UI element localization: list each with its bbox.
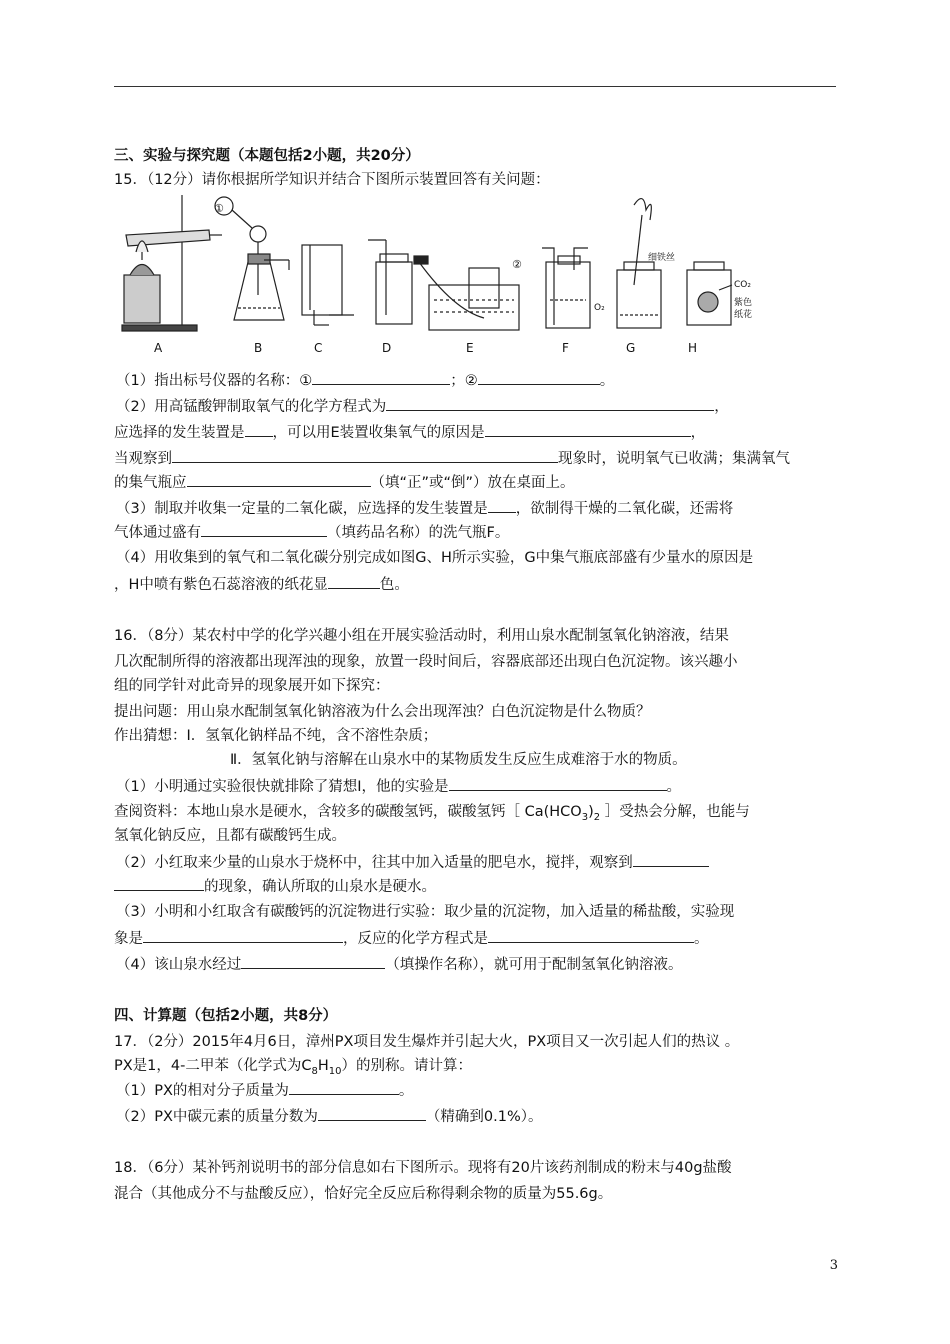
- apparatus-c: [302, 245, 354, 325]
- section4-heading: 四、计算题（包括2小题，共8分）: [114, 1008, 338, 1024]
- fig-label-f: F: [562, 341, 569, 355]
- answer-blank[interactable]: [143, 928, 343, 943]
- answer-blank[interactable]: [172, 448, 558, 463]
- fig-mark-1: ①: [214, 202, 224, 215]
- q17-stem-line2: PX是1，4-二甲苯（化学式为$C_8H_{10}$）的别称。请计算：: [114, 1058, 472, 1077]
- q16-part3-line1: （3）小明和小红取含有碳酸钙的沉淀物进行实验：取少量的沉淀物，加入适量的稀盐酸，实验现: [116, 904, 735, 920]
- fig-mark-2: ②: [512, 258, 522, 271]
- apparatus-g: [617, 199, 661, 328]
- answer-blank[interactable]: [633, 852, 709, 867]
- apparatus-e: [414, 256, 519, 330]
- q15-part4-line2: ，H中喷有紫色石蕊溶液的纸花显 色。: [114, 574, 409, 595]
- answer-blank[interactable]: [318, 1106, 426, 1121]
- answer-blank[interactable]: [114, 876, 204, 891]
- q16-part3-line2: 象是 ，反应的化学方程式是 。: [114, 928, 709, 949]
- q15-part2-line3: 当观察到 现象时，说明氧气已收满；集满氧气: [114, 448, 790, 469]
- apparatus-h: [687, 262, 732, 325]
- section3-heading: 三、实验与探究题（本题包括2小题，共20分）: [114, 148, 420, 164]
- fig-label-b: B: [254, 341, 263, 355]
- answer-blank[interactable]: [386, 396, 714, 411]
- apparatus-b: [215, 197, 289, 320]
- q18-stem-line1: 18．（6分）某补钙剂说明书的部分信息如右下图所示。现将有20片该药剂制成的粉末与40g盐酸: [114, 1160, 732, 1176]
- header-rule: [114, 86, 836, 87]
- q15-part2-line4: 的集气瓶应 （填“正”或“倒”）放在桌面上。: [114, 472, 575, 493]
- answer-blank[interactable]: [201, 522, 327, 537]
- q15-part1: （1）指出标号仪器的名称：① ；② 。: [116, 370, 614, 391]
- q16-part4: （4）该山泉水经过 （填操作名称），就可用于配制氢氧化钠溶液。: [116, 954, 682, 975]
- fig-label-paper1: 紫色: [734, 298, 753, 308]
- q18-stem-line2: 混合（其他成分不与盐酸反应），恰好完全反应后称得剩余物的质量为55.6g。: [114, 1186, 613, 1202]
- q17-part1: （1）PX的相对分子质量为 。: [116, 1080, 413, 1101]
- q15-part2-line2: 应选择的发生装置是 ，可以用E装置收集氧气的原因是 ，: [114, 422, 705, 443]
- answer-blank[interactable]: [187, 472, 371, 487]
- apparatus-figure: [114, 190, 764, 360]
- q16-hypothesis-1: 作出猜想：Ⅰ．氢氧化钠样品不纯，含不溶性杂质；: [114, 728, 438, 744]
- q15-part3-line1: （3）制取并收集一定量的二氧化碳，应选择的发生装置是 ，欲制得干燥的二氧化碳，还需将: [116, 498, 733, 519]
- q15-stem: 15．（12分）请你根据所学知识并结合下图所示装置回答有关问题：: [114, 172, 550, 188]
- q16-hypothesis-2: Ⅱ．氢氧化钠与溶解在山泉水中的某物质发生反应生成难溶于水的物质。: [230, 752, 687, 768]
- answer-blank[interactable]: [328, 574, 380, 589]
- q16-stem-line1: 16．（8分）某农村中学的化学兴趣小组在开展实验活动时，利用山泉水配制氢氧化钠溶液，结果: [114, 628, 729, 644]
- fig-label-o2: O₂: [594, 303, 605, 313]
- apparatus-d: [368, 240, 412, 324]
- q15-part3-line2: 气体通过盛有 （填药品名称）的洗气瓶F。: [114, 522, 509, 543]
- answer-blank[interactable]: [241, 954, 385, 969]
- fig-label-h: H: [688, 341, 698, 355]
- q16-info-line2: 氢氧化钠反应，且都有碳酸钙生成。: [114, 828, 346, 844]
- apparatus-a: [122, 195, 222, 331]
- fig-label-paper2: 纸花: [734, 310, 753, 320]
- answer-blank[interactable]: [488, 928, 694, 943]
- q16-part1: （1）小明通过实验很快就排除了猜想Ⅰ，他的实验是 。: [116, 776, 681, 797]
- fig-label-co2: CO₂: [734, 280, 751, 290]
- fig-label-d: D: [382, 341, 392, 355]
- q16-question: 提出问题：用山泉水配制氢氧化钠溶液为什么会出现浑浊？白色沉淀物是什么物质？: [114, 704, 651, 720]
- q16-part2-line2: 的现象，确认所取的山泉水是硬水。: [114, 876, 436, 897]
- q16-stem-line3: 组的同学针对此奇异的现象展开如下探究：: [114, 678, 390, 694]
- answer-blank[interactable]: [245, 422, 273, 437]
- answer-blank[interactable]: [312, 370, 450, 385]
- q15-part2-line1: （2）用高锰酸钾制取氧气的化学方程式为 ，: [116, 396, 729, 417]
- fig-label-a: A: [154, 341, 163, 355]
- q17-part2: （2）PX中碳元素的质量分数为 （精确到0.1%）。: [116, 1106, 543, 1127]
- answer-blank[interactable]: [289, 1080, 399, 1095]
- q16-part2-line1: （2）小红取来少量的山泉水于烧杯中，往其中加入适量的肥皂水，搅拌，观察到: [116, 852, 709, 873]
- page-number: 3: [829, 1258, 838, 1273]
- answer-blank[interactable]: [488, 498, 516, 513]
- fig-label-g: G: [626, 341, 636, 355]
- q15-part4-line1: （4）用收集到的氧气和二氧化碳分别完成如图G、H所示实验，G中集气瓶底部盛有少量水的原因是: [116, 550, 754, 566]
- apparatus-f: [542, 248, 590, 328]
- q16-stem-line2: 几次配制所得的溶液都出现浑浊的现象，放置一段时间后，容器底部还出现白色沉淀物。该兴趣小: [114, 654, 738, 670]
- q17-stem-line1: 17．（2分）2015年4月6日，漳州PX项目发生爆炸并引起大火，PX项目又一次引起人们的热议 。: [114, 1034, 740, 1050]
- answer-blank[interactable]: [449, 776, 667, 791]
- answer-blank[interactable]: [485, 422, 691, 437]
- fig-label-c: C: [314, 341, 323, 355]
- answer-blank[interactable]: [478, 370, 600, 385]
- fig-label-e: E: [466, 341, 474, 355]
- fig-label-wire: 细铁丝: [648, 253, 676, 263]
- q16-info-line1: 查阅资料：本地山泉水是硬水，含较多的碳酸氢钙，碳酸氢钙［ $Ca(HCO_3)_2$ ］受热会分解，也能与: [114, 804, 750, 823]
